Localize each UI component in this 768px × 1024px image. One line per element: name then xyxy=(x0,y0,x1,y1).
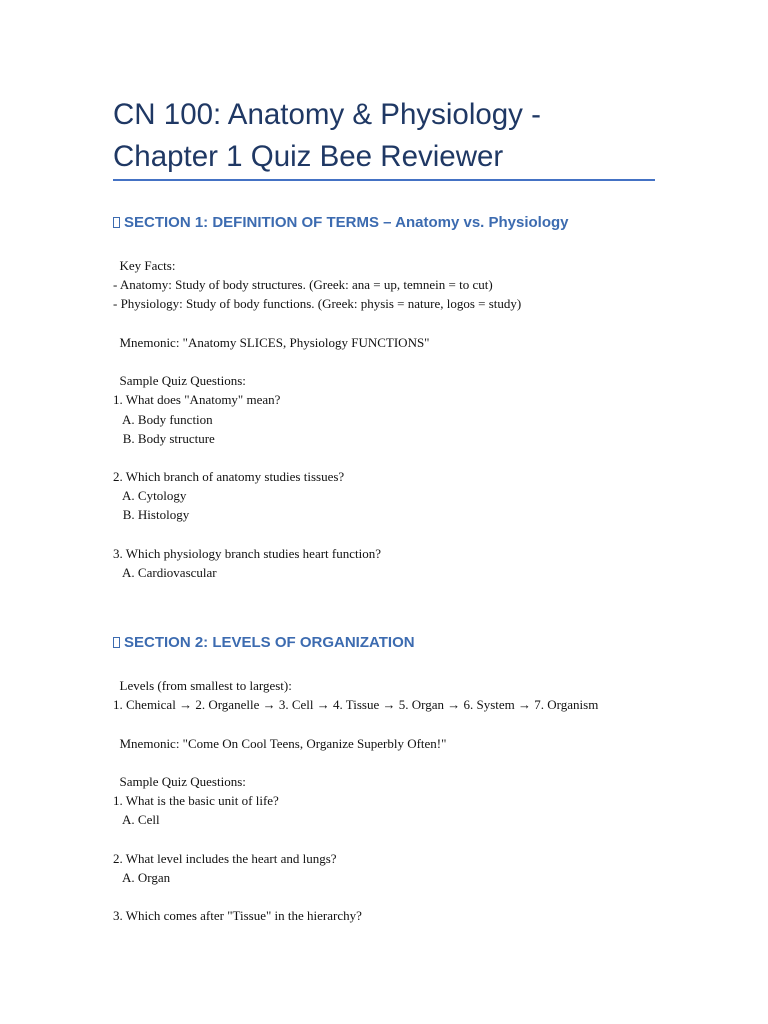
text-line: Mnemonic: "Come On Cool Teens, Organize Superbly Often!" xyxy=(113,735,447,751)
text-line: 1. What is the basic unit of life? xyxy=(113,793,279,809)
text-line: Sample Quiz Questions: xyxy=(113,773,246,789)
text-line xyxy=(113,314,713,333)
text-line: Key Facts: xyxy=(113,258,176,273)
title-underline xyxy=(113,179,655,181)
section-1-heading-text: SECTION 1: DEFINITION OF TERMS – Anatomy vs. Physiology xyxy=(124,214,569,231)
text-line: A. Body function xyxy=(113,411,213,427)
text-line: - Anatomy: Study of body structures. (Greek: ana = up, temnein = to cut) xyxy=(113,277,493,293)
section-1-heading xyxy=(113,213,569,233)
section-2-body xyxy=(113,676,713,925)
text-line: 2. What level includes the heart and lungs? xyxy=(113,850,337,866)
text-line: 1. What does "Anatomy" mean? xyxy=(113,392,281,408)
text-line: B. Body structure xyxy=(113,430,215,446)
text-line: A. Organ xyxy=(113,869,171,885)
text-line: 1. Chemical → 2. Organelle → 3. Cell → 4. Tissue → 5. Organ → 6. System → 7. Organism xyxy=(113,697,599,713)
text-line: 2. Which branch of anatomy studies tissues? xyxy=(113,469,345,485)
text-line: Levels (from smallest to largest): xyxy=(113,678,292,693)
section-1-body xyxy=(113,256,713,582)
title-line-2: Chapter 1 Quiz Bee Reviewer xyxy=(113,140,504,173)
text-line xyxy=(113,714,713,733)
text-line xyxy=(113,887,713,906)
text-line: Sample Quiz Questions: xyxy=(113,373,246,389)
text-line: A. Cardiovascular xyxy=(113,565,217,580)
text-line xyxy=(113,352,713,371)
text-line: 3. Which physiology branch studies heart function? xyxy=(113,545,382,561)
text-line: A. Cytology xyxy=(113,488,187,504)
missing-glyph-icon xyxy=(113,637,120,648)
missing-glyph-icon xyxy=(113,217,120,228)
text-line: Mnemonic: "Anatomy SLICES, Physiology FUNCTIONS" xyxy=(113,334,430,350)
title-line-1: CN 100: Anatomy & Physiology - xyxy=(113,98,541,131)
text-line xyxy=(113,830,713,849)
text-line xyxy=(113,448,713,467)
document-title xyxy=(113,94,673,178)
text-line xyxy=(113,753,713,772)
text-line: 3. Which comes after "Tissue" in the hierarchy? xyxy=(113,908,362,924)
text-line: B. Histology xyxy=(113,507,190,523)
text-line: A. Cell xyxy=(113,812,160,828)
text-line: - Physiology: Study of body functions. (Greek: physis = nature, logos = study) xyxy=(113,296,522,312)
section-2-heading-text: SECTION 2: LEVELS OF ORGANIZATION xyxy=(124,634,415,651)
text-line xyxy=(113,525,713,544)
section-2-heading xyxy=(113,633,415,653)
